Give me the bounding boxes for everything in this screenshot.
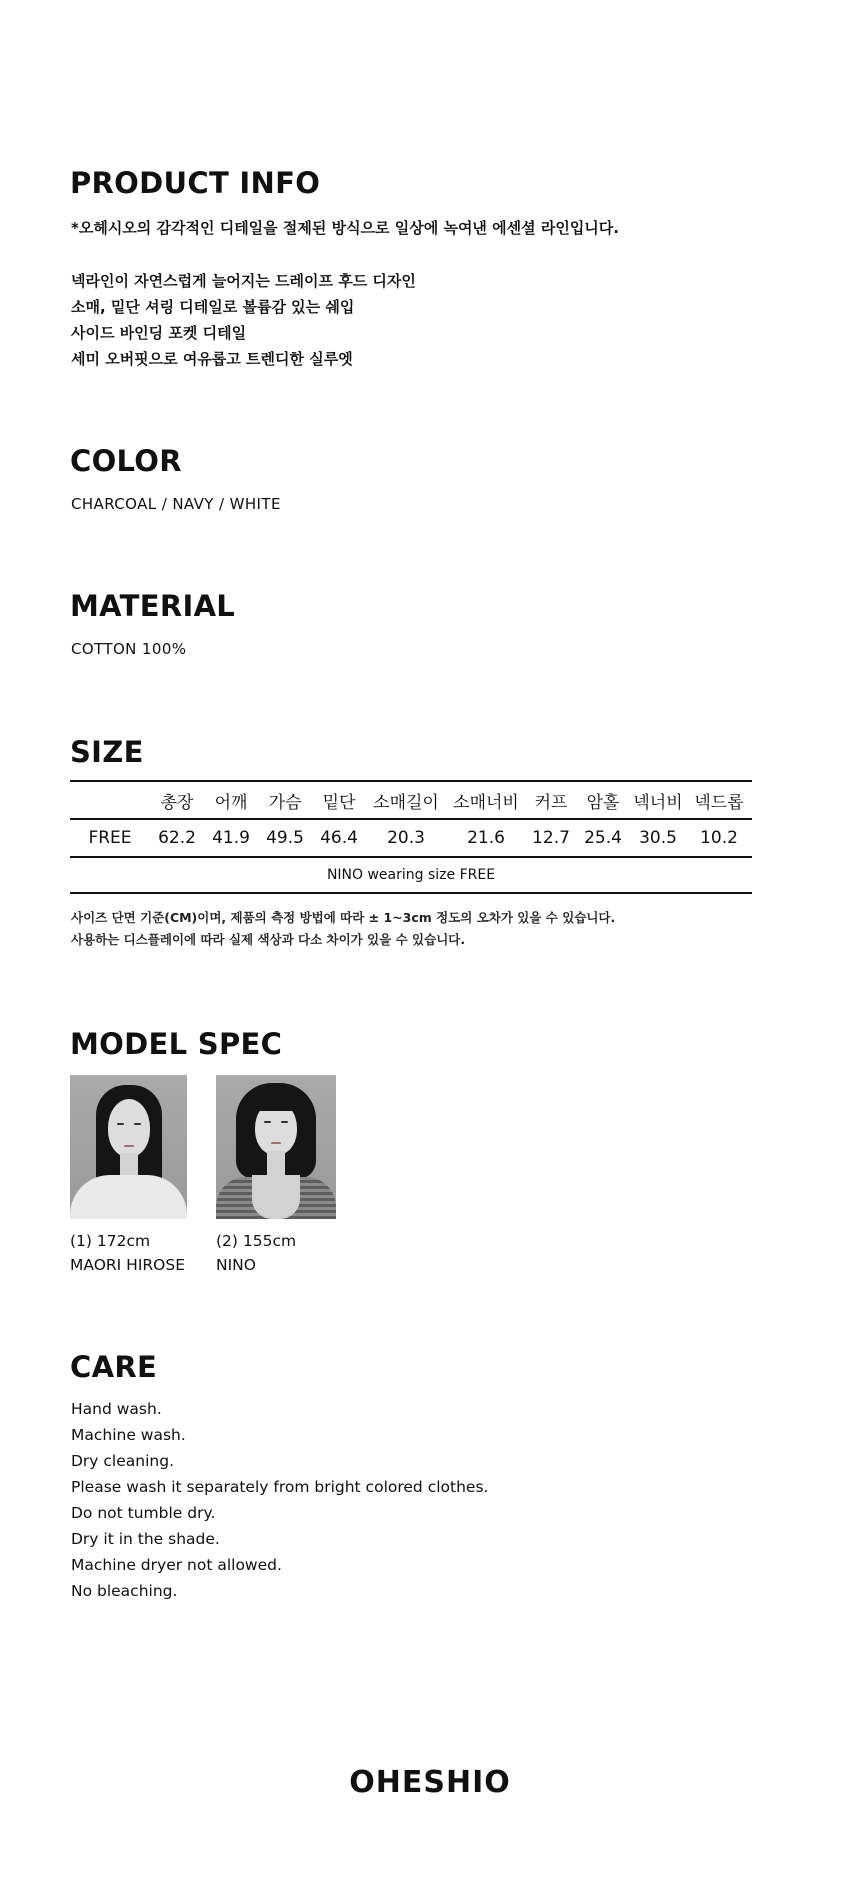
size-header-cell: 총장 (160, 792, 194, 813)
model-spec-title: MODEL SPEC (70, 1027, 283, 1061)
size-header-cell: 밑단 (322, 792, 356, 813)
size-header-cell: 커프 (534, 792, 568, 813)
model-height: (1) 172cm (70, 1232, 151, 1250)
size-cell: 41.9 (212, 828, 250, 848)
size-title: SIZE (70, 735, 144, 769)
size-cell: 20.3 (387, 828, 425, 848)
care-line: Machine dryer not allowed. (71, 1556, 282, 1574)
care-line: No bleaching. (71, 1582, 178, 1600)
care-line: Dry cleaning. (71, 1452, 174, 1470)
model-photo (216, 1075, 336, 1219)
model-caption (216, 1229, 336, 1277)
care-title: CARE (70, 1350, 158, 1384)
size-note: NINO wearing size FREE (326, 867, 496, 883)
size-table (70, 780, 752, 894)
material-value: COTTON 100% (71, 640, 187, 658)
model-card (70, 1075, 187, 1277)
size-header-cell: 어깨 (214, 792, 248, 813)
care-line: Dry it in the shade. (71, 1530, 220, 1548)
size-disclaimer: 사용하는 디스플레이에 따라 실제 색상과 다소 차이가 있을 수 있습니다. (71, 932, 466, 947)
size-cell: 49.5 (266, 828, 304, 848)
color-title: COLOR (70, 444, 182, 478)
product-feature: 넥라인이 자연스럽게 늘어지는 드레이프 후드 디자인 (71, 272, 416, 290)
size-header-cell: 소매너비 (453, 792, 519, 813)
size-header-cell (70, 781, 150, 819)
care-line: Do not tumble dry. (71, 1504, 216, 1522)
size-cell: 10.2 (700, 828, 738, 848)
size-disclaimer: 사이즈 단면 기준(CM)이며, 제품의 측정 방법에 따라 ± 1~3cm 정도의 오차가 있을 수 있습니다. (71, 910, 616, 925)
size-cell: 25.4 (584, 828, 622, 848)
size-cell: 21.6 (467, 828, 505, 848)
size-cell: FREE (88, 828, 132, 848)
color-value: CHARCOAL / NAVY / WHITE (71, 495, 281, 513)
model-name: MAORI HIROSE (70, 1256, 186, 1274)
size-cell: 62.2 (158, 828, 196, 848)
size-header-cell: 가슴 (268, 792, 302, 813)
size-note-row (70, 857, 752, 893)
product-feature: 소매, 밑단 셔링 디테일로 볼륨감 있는 쉐입 (71, 298, 355, 316)
product-feature: 세미 오버핏으로 여유롭고 트렌디한 실루엣 (71, 350, 353, 368)
size-header-cell: 소매길이 (373, 792, 439, 813)
model-photo (70, 1075, 187, 1219)
size-cell: 46.4 (320, 828, 358, 848)
care-line: Hand wash. (71, 1400, 162, 1418)
model-name: NINO (216, 1256, 256, 1274)
model-card (216, 1075, 336, 1277)
size-table-header (70, 781, 752, 819)
care-line: Please wash it separately from bright colored clothes. (71, 1478, 489, 1496)
product-info-title: PRODUCT INFO (70, 166, 321, 200)
size-table-row (70, 819, 752, 857)
product-feature: 사이드 바인딩 포켓 디테일 (71, 324, 247, 342)
size-header-cell: 암홀 (586, 792, 620, 813)
size-cell: 12.7 (532, 828, 570, 848)
product-intro: *오헤시오의 감각적인 디테일을 절제된 방식으로 일상에 녹여낸 에센셜 라인입니다. (71, 219, 619, 237)
brand-logo: OHESHIO (349, 1765, 511, 1800)
model-caption (70, 1229, 187, 1277)
material-title: MATERIAL (70, 589, 236, 623)
size-header-cell: 넥너비 (633, 792, 683, 813)
care-line: Machine wash. (71, 1426, 186, 1444)
model-height: (2) 155cm (216, 1232, 297, 1250)
size-cell: 30.5 (639, 828, 677, 848)
size-header-cell: 넥드롭 (694, 792, 744, 813)
